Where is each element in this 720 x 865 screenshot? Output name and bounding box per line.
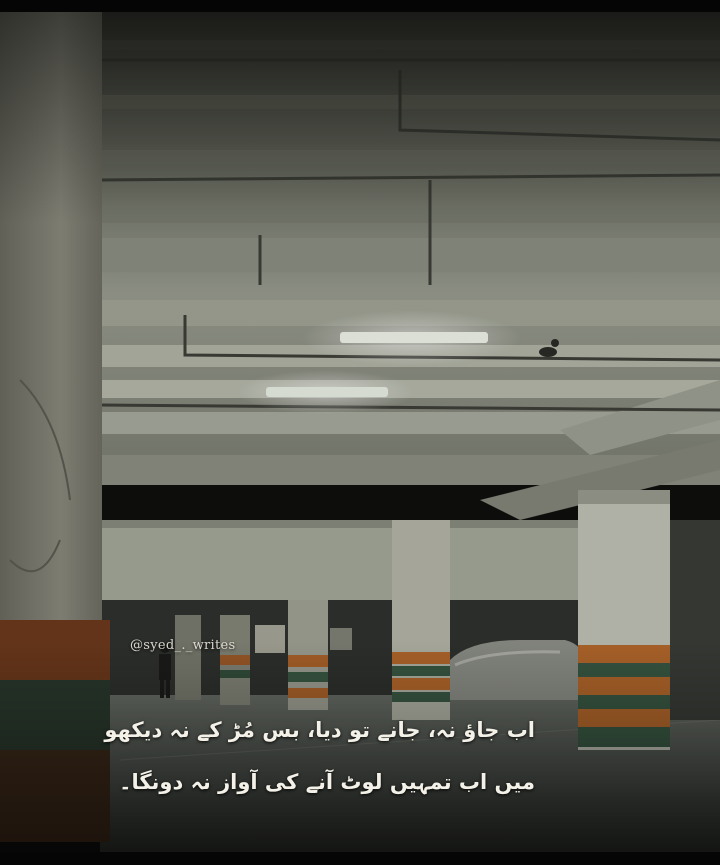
- bottom-border: [0, 852, 720, 865]
- top-border: [0, 0, 720, 12]
- poem-line-1: اب جاؤ نہ، جانے تو دیا، بس مُڑ کے نہ دیکھو: [104, 718, 535, 742]
- poem-line-2: میں اب تمہیں لوٹ آنے کی آواز نہ دونگا۔: [119, 770, 535, 794]
- watermark-handle: @syed_._writes: [130, 638, 236, 653]
